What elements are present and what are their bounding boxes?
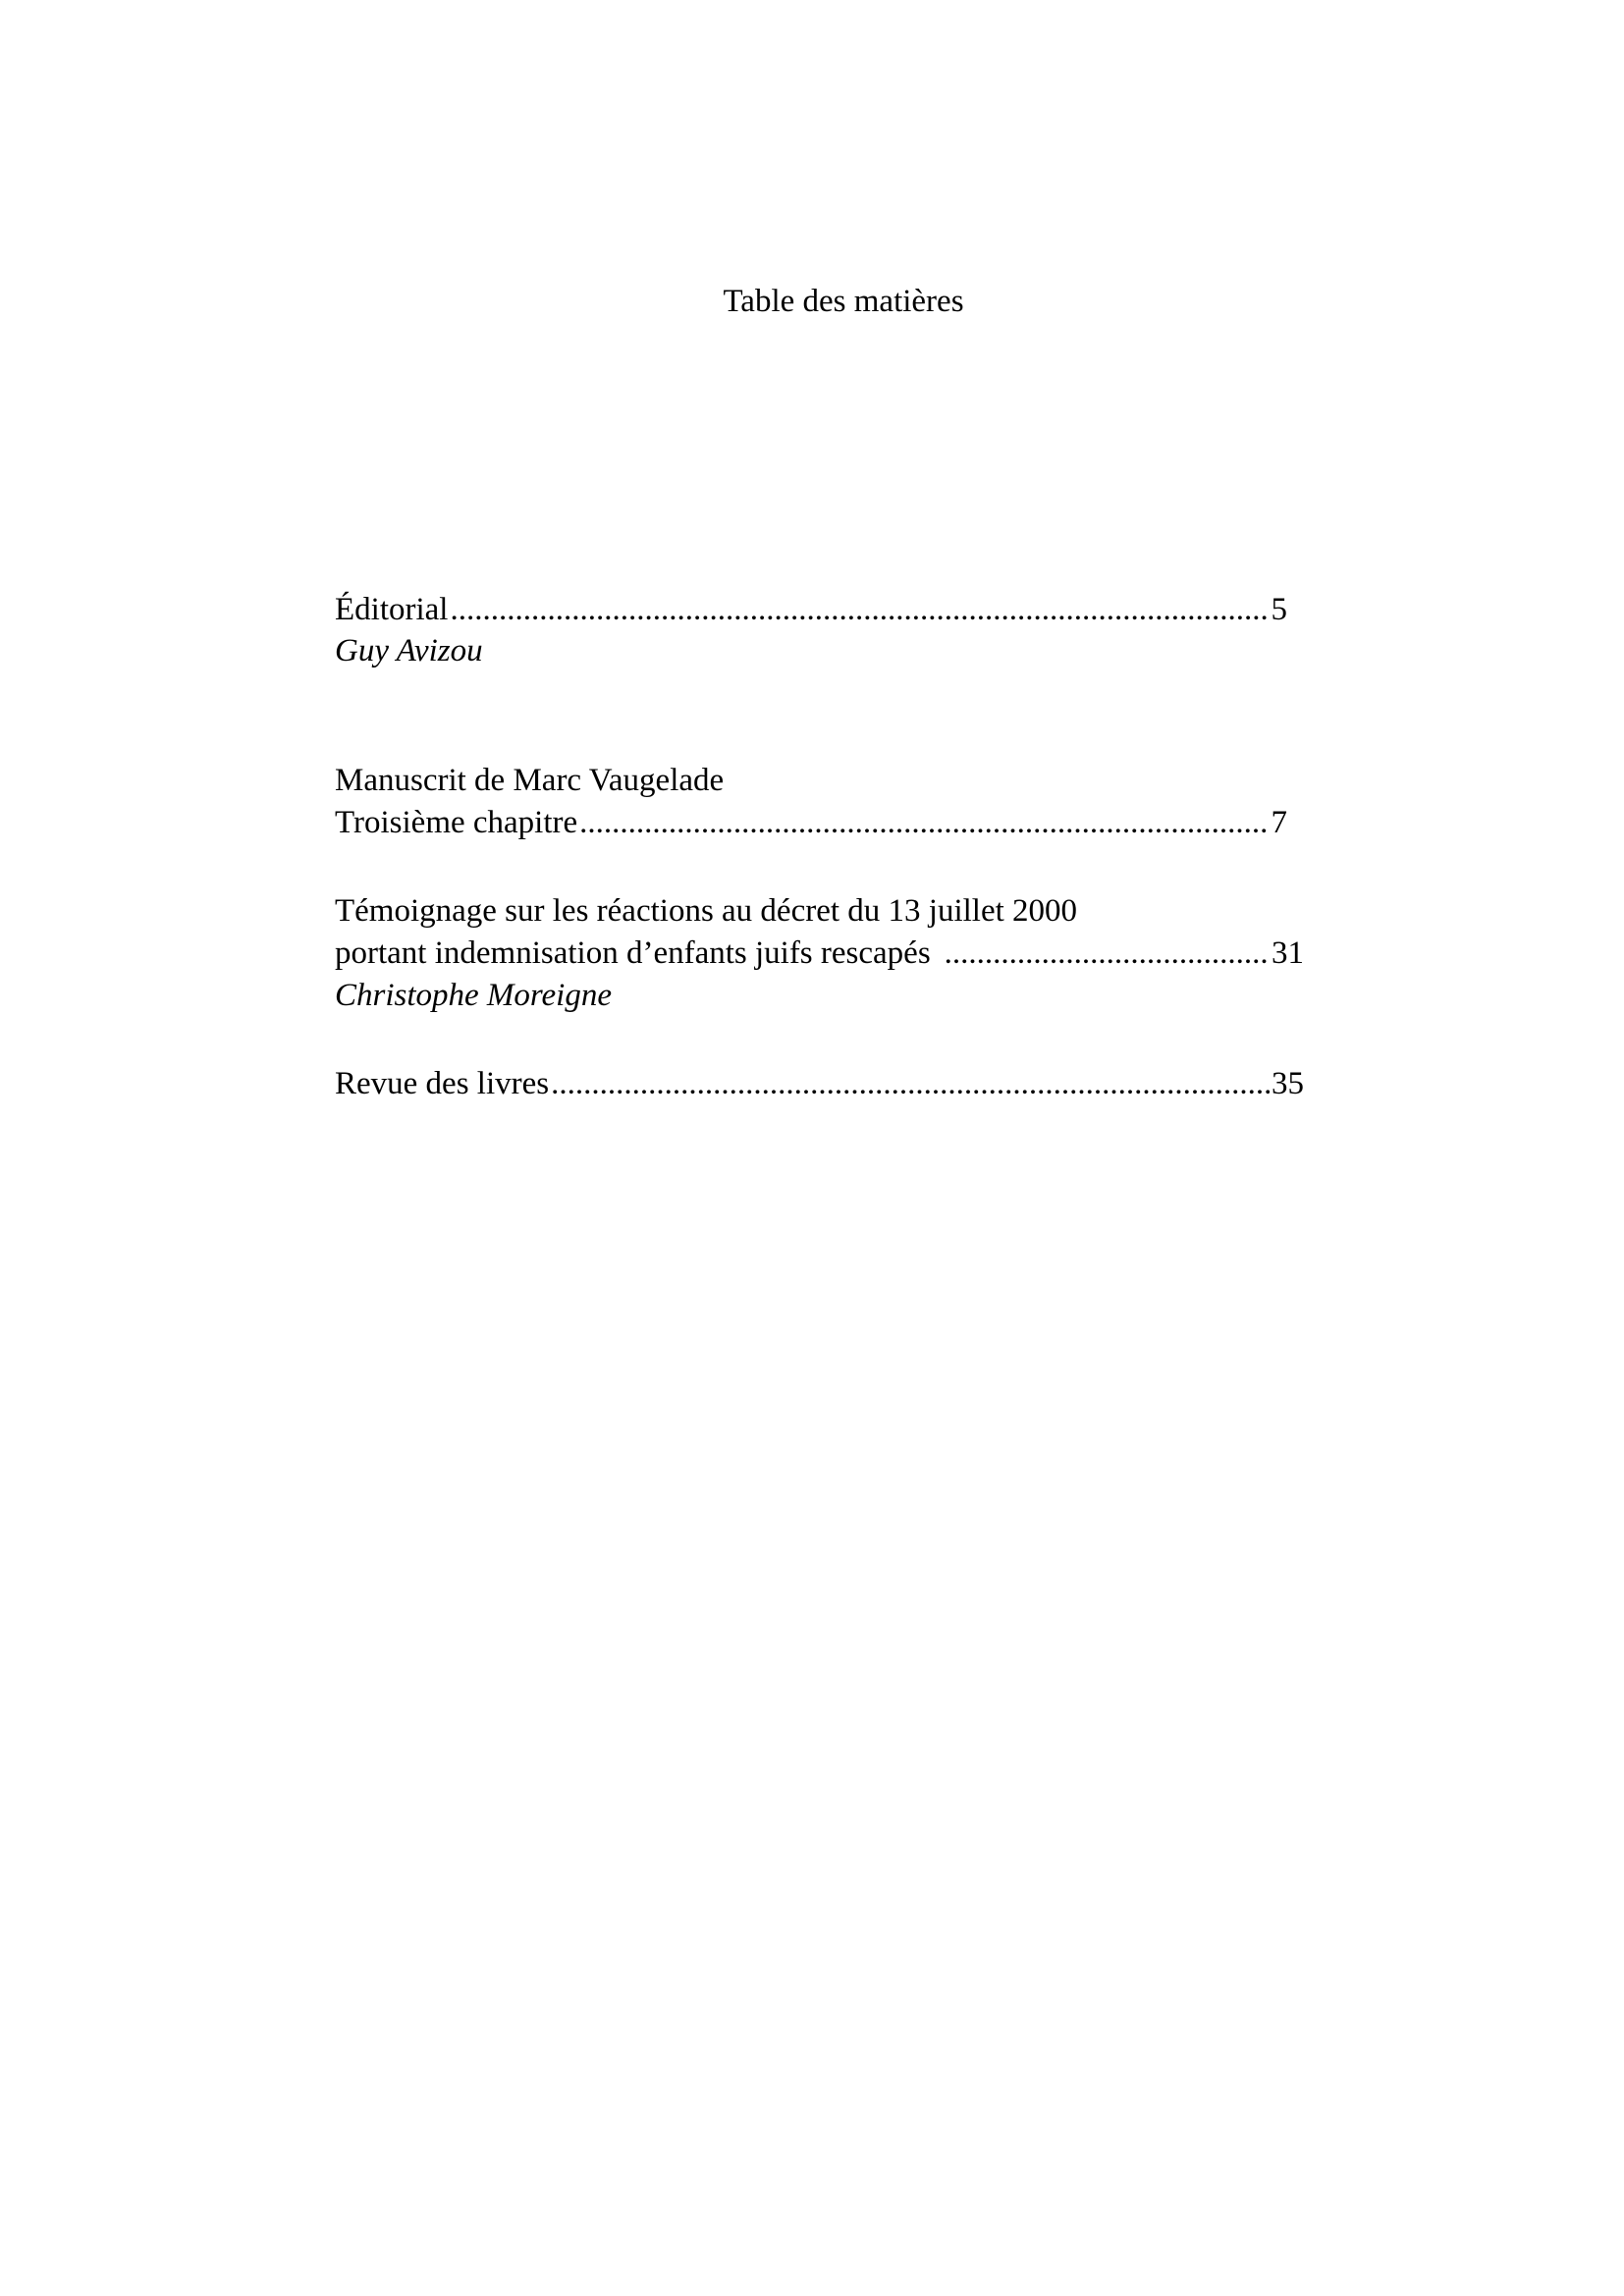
toc-entry-title: Éditorial — [335, 592, 449, 627]
toc-page-number: 31 — [1272, 935, 1304, 971]
dot-leader — [945, 934, 1270, 973]
dot-leader — [579, 803, 1269, 842]
toc-page-number: 35 — [1272, 1066, 1304, 1101]
toc-entry-title: Troisième chapitre — [335, 805, 578, 840]
toc-page-number: 7 — [1271, 805, 1287, 840]
toc-entry-title-line: Témoignage sur les réactions au décret du 13 juillet 2000 — [335, 893, 1078, 929]
toc-entry-title-line: Manuscrit de Marc Vaugelade — [335, 763, 725, 798]
toc-entry-manuscrit[interactable] — [335, 803, 1287, 842]
dot-leader — [450, 590, 1269, 629]
toc-entry-temoignage[interactable] — [335, 934, 1304, 973]
toc-entry-author: Christophe Moreigne — [335, 978, 612, 1013]
toc-entry-title: Revue des livres — [335, 1066, 550, 1101]
dot-leader — [551, 1064, 1270, 1103]
toc-entry-author: Guy Avizou — [335, 633, 483, 668]
toc-page-number: 5 — [1271, 592, 1287, 627]
toc-entry-title: portant indemnisation d’enfants juifs rescapés — [335, 935, 931, 971]
page-title: Table des matières — [723, 284, 964, 319]
toc-entry-revue-des-livres[interactable] — [335, 1064, 1304, 1103]
toc-entry-editorial[interactable] — [335, 590, 1287, 629]
